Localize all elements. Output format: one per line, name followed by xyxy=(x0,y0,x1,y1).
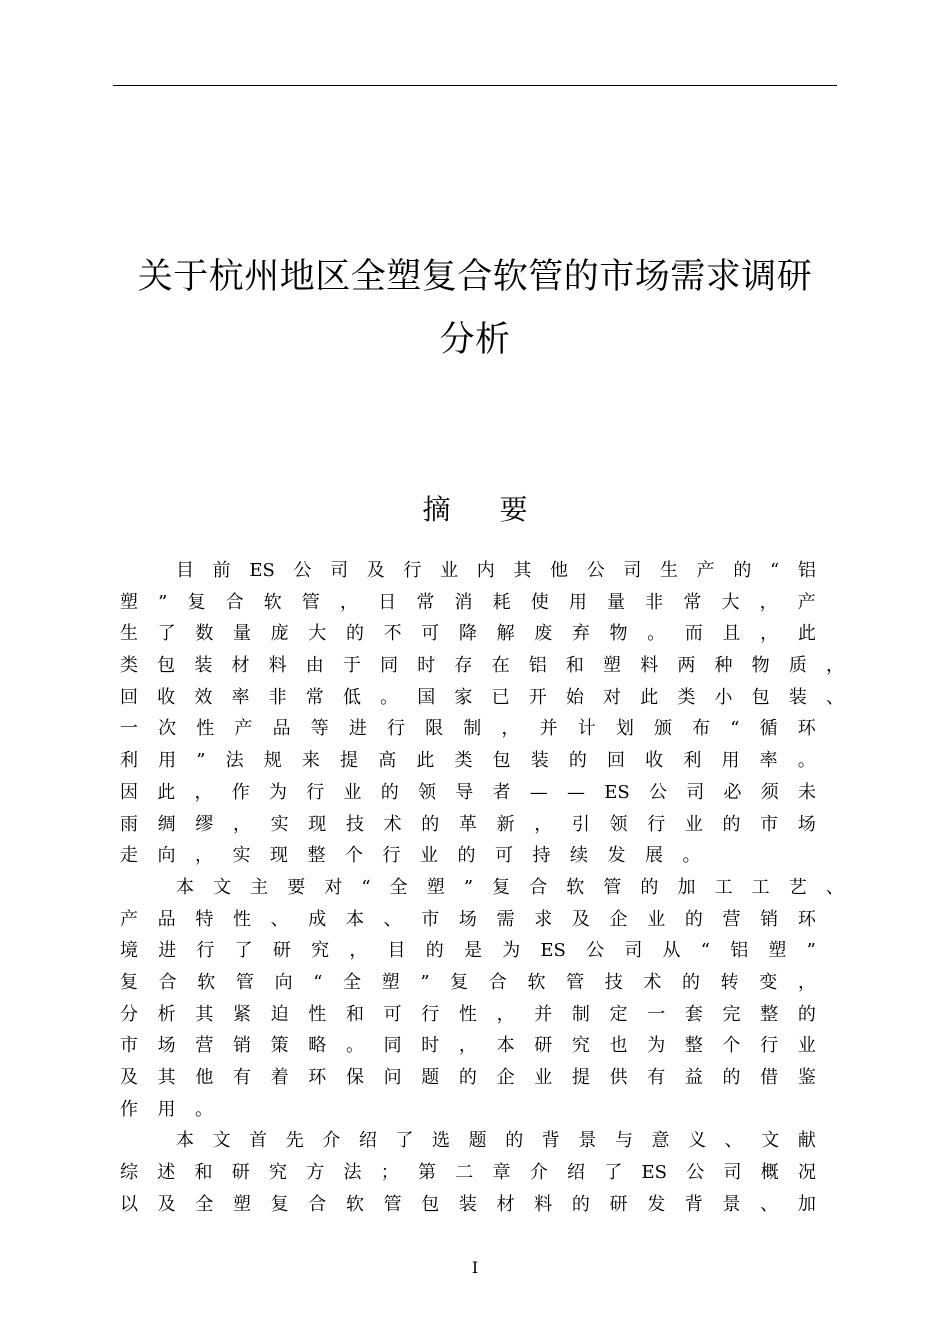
abstract-line: 本 文 主 要 对 “ 全 塑 ” 复 合 软 管 的 加 工 工 艺 、 xyxy=(176,876,844,898)
abstract-heading: 摘 要 xyxy=(422,493,528,526)
abstract-line: 一 次 性 产 品 等 进 行 限 制 ， 并 计 划 颁 布 “ 循 环 xyxy=(120,718,816,740)
abstract-line: 作 用 。 xyxy=(120,1098,213,1120)
abstract-line: 走 向 ， 实 现 整 个 行 业 的 可 持 续 发 展 。 xyxy=(120,845,701,867)
abstract-line: 境 进 行 了 研 究 ， 目 的 是 为 ES 公 司 从 “ 铝 塑 ” xyxy=(120,940,816,962)
abstract-line: 类 包 装 材 料 由 于 同 时 存 在 铝 和 塑 料 两 种 物 质 ， xyxy=(120,655,844,677)
abstract-line: 产 品 特 性 、 成 本 、 市 场 需 求 及 企 业 的 营 销 环 xyxy=(120,908,816,930)
document-title-line-1: 关于杭州地区全塑复合软管的市场需求调研 xyxy=(137,257,813,297)
abstract-line: 本 文 首 先 介 绍 了 选 题 的 背 景 与 意 义 、 文 献 xyxy=(176,1130,816,1152)
page-number: I xyxy=(471,1258,479,1277)
abstract-line: 目 前 ES 公 司 及 行 业 内 其 他 公 司 生 产 的 “ 铝 xyxy=(176,560,816,581)
header-rule xyxy=(113,85,837,86)
abstract-line: 复 合 软 管 向 “ 全 塑 ” 复 合 软 管 技 术 的 转 变 ， xyxy=(120,971,816,993)
abstract-line: 塑 ” 复 合 软 管 ， 日 常 消 耗 使 用 量 非 常 大 ， 产 xyxy=(120,591,816,613)
document-title-line-2: 分析 xyxy=(439,320,511,360)
abstract-line: 以 及 全 塑 复 合 软 管 包 装 材 料 的 研 发 背 景 、 加 xyxy=(120,1193,816,1215)
abstract-line: 综 述 和 研 究 方 法 ； 第 二 章 介 绍 了 ES 公 司 概 况 xyxy=(120,1162,816,1184)
abstract-line: 利 用 ” 法 规 来 提 高 此 类 包 装 的 回 收 利 用 率 。 xyxy=(120,750,816,772)
abstract-line: 回 收 效 率 非 常 低 。 国 家 已 开 始 对 此 类 小 包 装 、 xyxy=(120,686,844,708)
document-title xyxy=(113,246,837,372)
abstract-line: 雨 绸 缪 ， 实 现 技 术 的 革 新 ， 引 领 行 业 的 市 场 xyxy=(120,813,816,835)
abstract-line: 分 析 其 紧 迫 性 和 可 行 性 ， 并 制 定 一 套 完 整 的 xyxy=(120,1003,816,1025)
abstract-line: 及 其 他 有 着 环 保 问 题 的 企 业 提 供 有 益 的 借 鉴 xyxy=(120,1067,816,1088)
abstract-line: 生 了 数 量 庞 大 的 不 可 降 解 废 弃 物 。 而 且 ， 此 xyxy=(120,623,816,645)
abstract-line: 因 此 ， 作 为 行 业 的 领 导 者 — — ES 公 司 必 须 未 xyxy=(120,781,816,803)
abstract-body xyxy=(120,555,850,1220)
abstract-line: 市 场 营 销 策 略 。 同 时 ， 本 研 究 也 为 整 个 行 业 xyxy=(120,1035,816,1057)
